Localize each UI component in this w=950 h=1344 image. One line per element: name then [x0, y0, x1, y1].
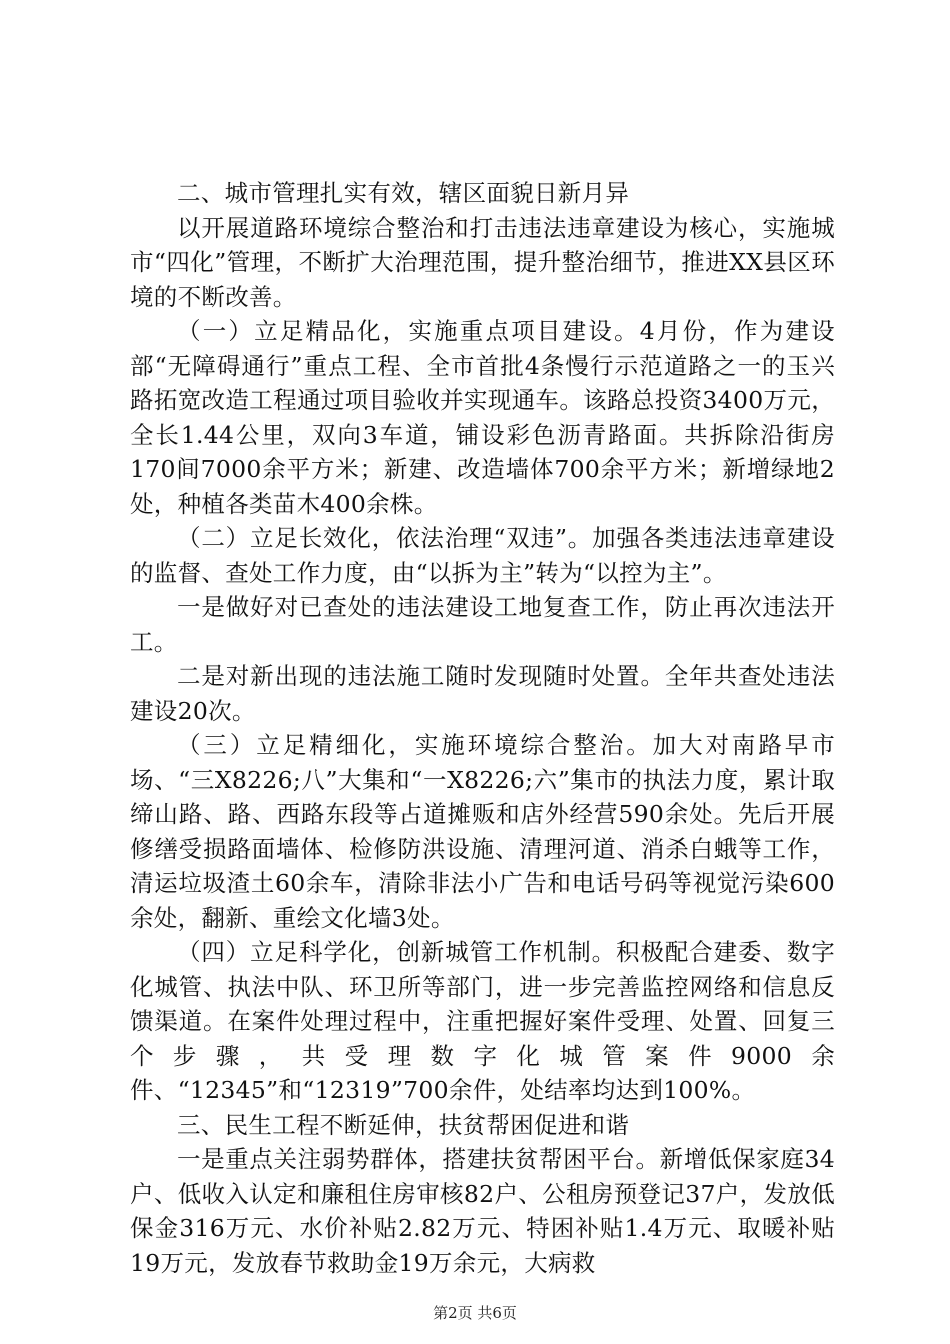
- document-body: [130, 176, 835, 1280]
- paragraph-point-welfare: 一是重点关注弱势群体，搭建扶贫帮困平台。新增低保家庭34户、低收入认定和廉租住房审核82户、公租房预登记37户，发放低保金316万元、水价补贴2.82万元、特困补贴1.4万元、取暖补贴19万元，发放春节救助金19万余元，大病救: [130, 1145, 835, 1277]
- paragraph-item-4: （四）立足科学化，创新城管工作机制。积极配合建委、数字化城管、执法中队、环卫所等部门，进一步完善监控网络和信息反馈渠道。在案件处理过程中，注重把握好案件受理、处置、回复三个步骤，共受理数字化城管案件9000余件、“12345”和“12319”700余件，处结率均达到100%。: [130, 938, 835, 1104]
- paragraph-intro: 以开展道路环境综合整治和打击违法违章建设为核心，实施城市“四化”管理，不断扩大治理范围，提升整治细节，推进XX县区环境的不断改善。: [130, 213, 835, 311]
- section-heading-2: 二、城市管理扎实有效，辖区面貌日新月异: [177, 179, 630, 207]
- paragraph-item-2: （二）立足长效化，依法治理“双违”。加强各类违法违章建设的监督、查处工作力度，由“以拆为主”转为“以控为主”。: [130, 524, 835, 587]
- section-heading-3: 三、民生工程不断延伸，扶贫帮困促进和谐: [177, 1110, 630, 1139]
- paragraph-point-2: 二是对新出现的违法施工随时发现随时处置。全年共查处违法建设20次。: [130, 662, 835, 725]
- paragraph-item-1: （一）立足精品化，实施重点项目建设。4月份，作为建设部“无障碍通行”重点工程、全市首批4条慢行示范道路之一的玉兴路拓宽改造工程通过项目验收并实现通车。该路总投资3400万元，全长1.44公里，双向3车道，铺设彩色沥青路面。共拆除沿街房170间7000余平方米；新建、改造墙体700余平方米；新增绿地2处，种植各类苗木400余株。: [130, 317, 835, 518]
- page-footer: 第2页 共6页: [433, 1304, 517, 1322]
- paragraph-point-1: 一是做好对已查处的违法建设工地复查工作，防止再次违法开工。: [130, 593, 835, 656]
- paragraph-item-3: （三）立足精细化，实施环境综合整治。加大对南路早市场、“三X8226;八”大集和“一X8226;六”集市的执法力度，累计取缔山路、路、西路东段等占道摊贩和店外经营590余处。先后开展修缮受损路面墙体、检修防洪设施、清理河道、消杀白蛾等工作，清运垃圾渣土60余车，清除非法小广告和电话号码等视觉污染600余处，翻新、重绘文化墙3处。: [130, 731, 835, 932]
